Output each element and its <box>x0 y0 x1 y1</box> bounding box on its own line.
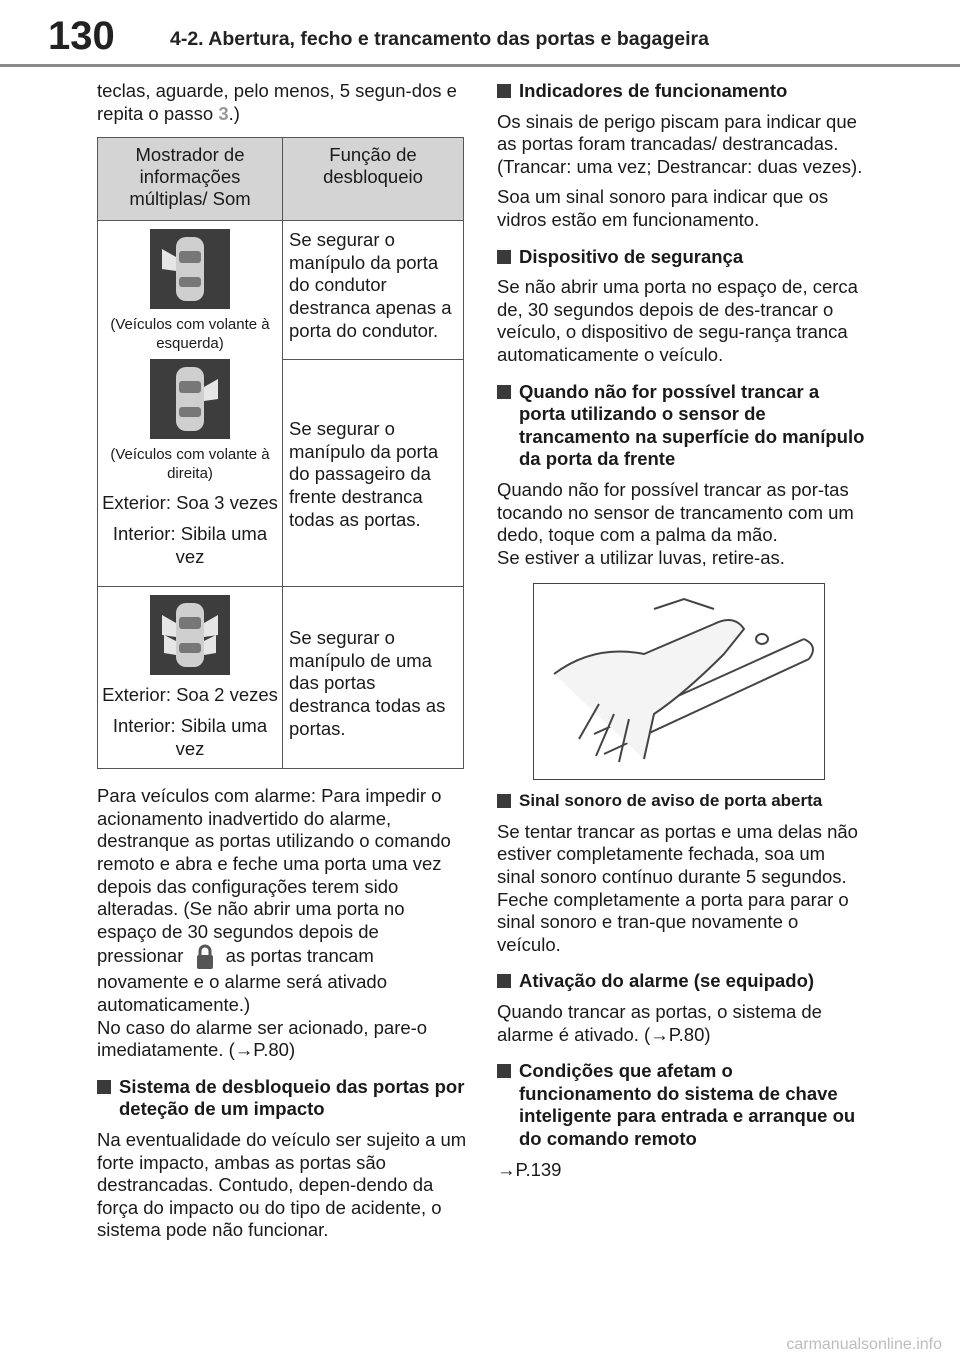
header-divider <box>0 64 960 67</box>
bullet-square-icon <box>497 1064 511 1078</box>
table-header-display: Mostrador de informações múltiplas/ Som <box>98 138 283 221</box>
page-header <box>0 0 960 70</box>
caption-rhd: (Veículos com volante à direita) <box>110 446 270 483</box>
sensor-heading: Quando não for possível trancar a porta utilizando o sensor de trancamento na superfície do manípulo da porta da frente <box>497 381 867 471</box>
car-door-passenger-icon <box>150 359 230 439</box>
sensor-text-1: Quando não for possível trancar as por-tas tocando no sensor de trancamento com um dedo, toque com a palma da mão. <box>497 478 854 546</box>
table-header-function: Função de desbloqueio <box>283 138 464 221</box>
watermark: carmanualsonline.info <box>786 1336 942 1353</box>
buzzer-text: Se tentar trancar as portas e uma delas não estiver completamente fechada, soa um sinal sonoro contínuo durante 5 segundos. Feche completamente a porta para parar o sinal sonoro e tran-que novamente o veículo. <box>497 820 858 955</box>
impact-text: Na eventualidade do veículo ser sujeito a um forte impacto, ambas as portas são destrancadas. Contudo, depen-dendo da força do impacto ou do tipo de acidente, o sistema pode não funcionar. <box>97 1128 467 1241</box>
step-number: 3 <box>218 102 229 124</box>
lock-icon <box>189 943 221 971</box>
indicators-text-1: Os sinais de perigo piscam para indicar que as portas foram trancadas/ destrancadas. (Trancar: uma vez; Destrancar: duas vezes). <box>497 110 863 177</box>
table-cell-display-3 <box>98 587 283 769</box>
buzzer-heading: Sinal sonoro de aviso de porta aberta <box>497 790 867 813</box>
alarm-paragraph: Para veículos com alarme: Para impedir o acionamento inadvertido do alarme, destranque as portas utilizando o comando remoto e abra e feche uma porta uma vez depois das configurações terem sido alteradas. (Se não abrir uma porta no espaço de 30 segundos depois de pressionar as portas trancam novamente e o alarme será ativado automaticamente.) <box>97 785 451 1015</box>
bullet-square-icon <box>97 1080 111 1094</box>
impact-heading: Sistema de desbloqueio das portas por deteção de um impacto <box>97 1076 467 1121</box>
indicators-text-2: Soa um sinal sonoro para indicar que os vidros estão em funcionamento. <box>497 186 829 230</box>
exterior-sound-2: Exterior: Soa 2 vezes <box>102 684 278 706</box>
alarm-heading: Ativação do alarme (se equipado) <box>497 970 867 993</box>
table-cell-function-2: Se segurar o manípulo da porta do passageiro da frente destranca todas as portas. <box>283 360 464 587</box>
unlock-function-table <box>97 137 464 769</box>
bullet-square-icon <box>497 84 511 98</box>
alarm-text: Quando trancar as portas, o sistema de alarme é ativado. (→P.80) <box>497 1001 822 1045</box>
security-text: Se não abrir uma porta no espaço de, cerca de, 30 segundos depois de des-trancar o veículo, o dispositivo de segu-rança tranca automaticamente o veículo. <box>497 276 858 365</box>
car-door-driver-icon <box>150 229 230 309</box>
page-number: 130 <box>48 14 115 58</box>
table-cell-display-1 <box>98 221 283 587</box>
bullet-square-icon <box>497 974 511 988</box>
conditions-ref: →P.139 <box>497 1158 562 1180</box>
alarm-stop-paragraph: No caso do alarme ser acionado, pare-o imediatamente. (→P.80) <box>97 1016 428 1061</box>
interior-sound-1b: Interior: Sibila uma vez <box>112 715 268 760</box>
bullet-square-icon <box>497 385 511 399</box>
security-heading: Dispositivo de segurança <box>497 246 867 269</box>
intro-paragraph: teclas, aguarde, pelo menos, 5 segun-dos e repita o passo 3.) <box>97 80 457 124</box>
sensor-text-2: Se estiver a utilizar luvas, retire-as. <box>497 546 785 568</box>
interior-sound-1: Interior: Sibila uma vez <box>112 523 268 568</box>
palm-touch-icon <box>534 584 824 779</box>
exterior-sound-3: Exterior: Soa 3 vezes <box>102 492 278 514</box>
right-column <box>497 80 867 1189</box>
bullet-square-icon <box>497 794 511 808</box>
section-title: 4-2. Abertura, fecho e trancamento das portas e bagageira <box>170 28 709 50</box>
hand-on-handle-illustration <box>533 583 825 780</box>
car-all-doors-icon <box>150 595 230 675</box>
table-cell-function-3: Se segurar o manípulo de uma das portas destranca todas as portas. <box>283 587 464 769</box>
table-cell-function-1: Se segurar o manípulo da porta do condutor destranca apenas a porta do condutor. <box>283 221 464 360</box>
conditions-heading: Condições que afetam o funcionamento do sistema de chave inteligente para entrada e arranque ou do comando remoto <box>497 1060 867 1150</box>
indicators-heading: Indicadores de funcionamento <box>497 80 867 103</box>
bullet-square-icon <box>497 250 511 264</box>
caption-lhd: (Veículos com volante à esquerda) <box>110 316 270 353</box>
left-column <box>97 80 467 1250</box>
